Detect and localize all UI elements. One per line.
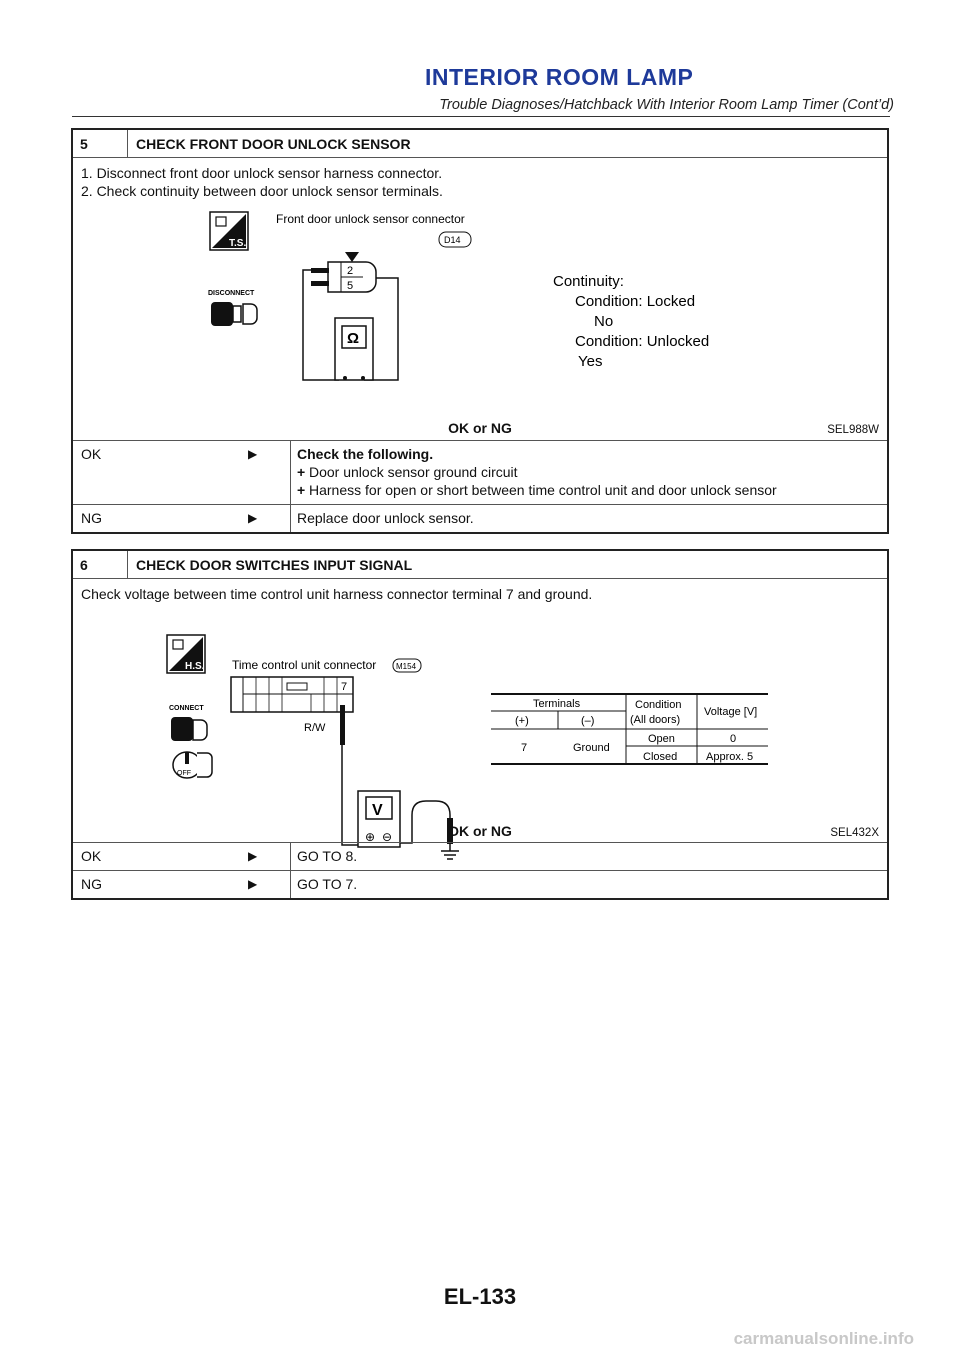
sensor-connector-drawing xyxy=(311,252,376,292)
step-5-title-row xyxy=(73,130,887,157)
voltage-open: 0 xyxy=(730,733,737,745)
result-label: OK xyxy=(81,848,102,864)
step-number: 5 xyxy=(73,130,128,157)
instruction-line: 2. Check continuity between door unlock sensor terminals. xyxy=(81,183,443,199)
minus-terminal-icon: ⊖ xyxy=(382,830,393,844)
ok-or-ng-label: OK or NG xyxy=(448,420,512,436)
pin-bottom: 5 xyxy=(347,280,354,292)
result-row-ng xyxy=(73,870,887,898)
bullet-icon: + xyxy=(297,464,306,480)
voltage-closed: Approx. 5 xyxy=(706,751,754,763)
voltage-header: Voltage [V] xyxy=(704,706,758,718)
step-6-body xyxy=(73,578,887,842)
connector-code-badge xyxy=(393,659,421,672)
result-body: GO TO 8. xyxy=(290,843,887,870)
result-row-ok xyxy=(73,440,887,504)
voltage-spec-table xyxy=(491,694,768,764)
step-6-title-row xyxy=(73,551,887,578)
arrow-icon: ▶ xyxy=(248,447,258,461)
arrow-icon: ▶ xyxy=(248,849,258,863)
bullet-icon: + xyxy=(297,482,306,498)
ok-or-ng-label: OK or NG xyxy=(448,823,512,839)
result-row-ng xyxy=(73,504,887,532)
arrow-icon: ▶ xyxy=(248,877,258,891)
volt-symbol: V xyxy=(372,802,383,819)
result-label: NG xyxy=(81,876,102,892)
ohmmeter-icon xyxy=(335,318,373,380)
result-label: OK xyxy=(81,446,102,462)
instruction-line: 1. Disconnect front door unlock sensor harness connector. xyxy=(81,165,443,181)
step-title: CHECK DOOR SWITCHES INPUT SIGNAL xyxy=(136,556,413,573)
ohm-symbol: Ω xyxy=(347,330,360,347)
terminal-plus: 7 xyxy=(521,742,528,754)
watermark: carmanualsonline.info xyxy=(733,1329,914,1348)
pin-top: 2 xyxy=(347,265,354,277)
bullet-text: Harness for open or short between time control unit and door unlock sensor xyxy=(309,482,777,498)
unlocked-result: Yes xyxy=(578,353,603,370)
bullet-text: Door unlock sensor ground circuit xyxy=(309,464,518,480)
plus-header: (+) xyxy=(515,715,529,727)
figure-id: SEL432X xyxy=(830,827,879,839)
condition-unlocked: Condition: Unlocked xyxy=(575,333,710,350)
condition-locked: Condition: Locked xyxy=(575,293,696,310)
result-body: Replace door unlock sensor. xyxy=(290,505,887,532)
connector-code: D14 xyxy=(444,235,461,245)
figure-id: SEL988W xyxy=(827,424,879,436)
hs-badge-icon xyxy=(167,635,205,673)
arrow-icon: ▶ xyxy=(248,511,258,525)
section-title: INTERIOR ROOM LAMP xyxy=(425,64,694,90)
connector-title: Front door unlock sensor connector xyxy=(276,212,465,226)
locked-result: No xyxy=(594,313,614,330)
continuity-heading: Continuity: xyxy=(553,273,624,290)
connect-label: CONNECT xyxy=(169,705,204,712)
step-5-figure xyxy=(73,206,887,416)
ignition-label: OFF xyxy=(177,770,191,777)
result-body xyxy=(290,441,887,504)
result-label: NG xyxy=(81,510,102,526)
step-5-instructions xyxy=(73,158,887,200)
connector-title: Time control unit connector xyxy=(232,658,377,672)
disconnect-connector-icon xyxy=(211,302,257,326)
ignition-key-icon xyxy=(173,752,212,778)
page-number: EL-133 xyxy=(443,1284,517,1309)
connector-code-badge xyxy=(439,232,471,247)
section-subtitle: Trouble Diagnoses/Hatchback With Interior Room Lamp Timer (Cont’d) xyxy=(439,97,894,113)
result-heading: Check the following. xyxy=(297,446,434,462)
minus-header: (–) xyxy=(581,715,595,727)
connector-code: M154 xyxy=(396,662,417,671)
terminal-minus: Ground xyxy=(573,742,610,754)
continuity-spec xyxy=(553,273,709,370)
step-number: 6 xyxy=(73,551,128,578)
condition-closed: Closed xyxy=(643,751,678,763)
step-6-instruction: Check voltage between time control unit harness connector terminal 7 and ground. xyxy=(81,586,593,602)
header-rule xyxy=(72,116,890,117)
step-5-body xyxy=(73,157,887,440)
connect-connector-icon xyxy=(171,717,207,741)
control-unit-connector-drawing xyxy=(231,677,353,712)
plus-terminal-icon: ⊕ xyxy=(365,830,376,844)
step-6-box xyxy=(71,549,889,900)
wire-color: R/W xyxy=(304,722,326,734)
condition-header: Condition xyxy=(635,699,682,711)
condition-subheader: (All doors) xyxy=(630,714,681,726)
bullet-item xyxy=(297,481,881,499)
condition-open: Open xyxy=(648,733,675,745)
terminals-header: Terminals xyxy=(533,698,581,710)
step-5-box xyxy=(71,128,889,534)
pin-number: 7 xyxy=(341,681,348,693)
result-body: GO TO 7. xyxy=(290,871,887,898)
hs-badge-label: H.S. xyxy=(185,661,205,672)
disconnect-label: DISCONNECT xyxy=(208,290,255,297)
bullet-item xyxy=(297,463,881,481)
result-row-ok xyxy=(73,842,887,870)
ts-badge-label: T.S. xyxy=(229,238,247,249)
ts-badge-icon xyxy=(210,212,248,250)
step-title: CHECK FRONT DOOR UNLOCK SENSOR xyxy=(136,135,411,152)
